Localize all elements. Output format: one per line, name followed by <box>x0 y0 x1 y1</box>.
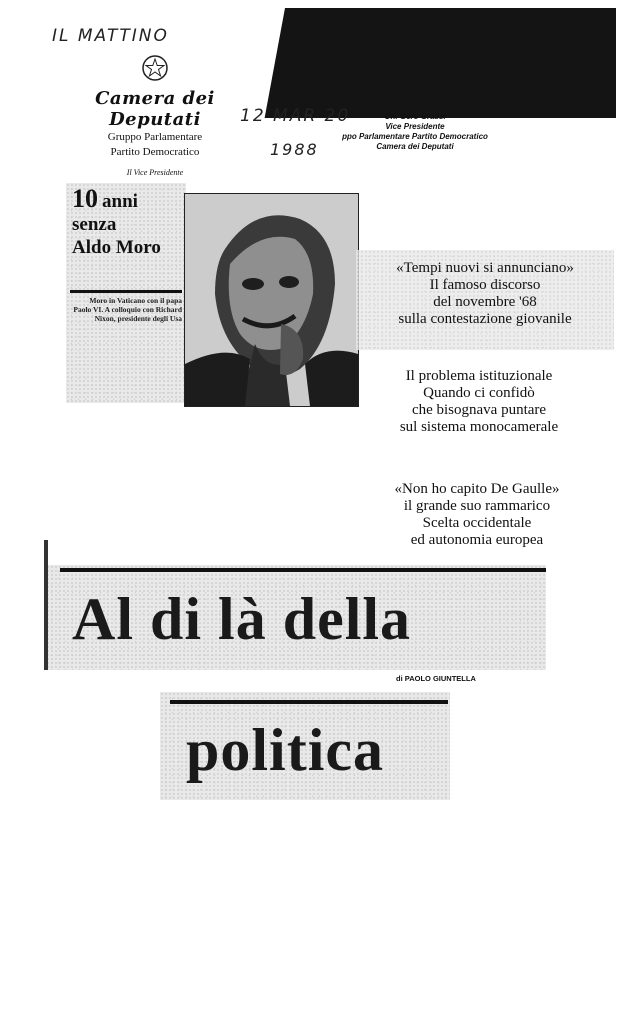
summary-1-line-3: del novembre '68 <box>433 294 537 310</box>
summary-3-line-2: il grande suo rammarico <box>403 498 551 514</box>
summary-3 <box>352 481 602 549</box>
headline-line-1: Al di là della <box>72 586 412 652</box>
headline-line-2: politica <box>186 717 384 783</box>
group-line-2: Partito Democratico <box>110 146 200 158</box>
group-line-1: Gruppo Parlamentare <box>107 131 203 143</box>
vp-group: ppo Parlamentare Partito Democratico <box>342 132 488 141</box>
kicker-number: 10 <box>72 184 98 213</box>
summary-3-line-3: Scelta occidentale <box>422 515 532 531</box>
headline-rule-middle <box>170 700 448 704</box>
handwritten-date: 12 MAR 20 <box>240 106 351 126</box>
kicker-rule <box>70 290 182 293</box>
summary-2-line-1: Il problema istituzionale <box>405 368 553 384</box>
summary-1-line-4: sulla contestazione giovanile <box>398 311 572 327</box>
vp-name: On. Gero Grassi <box>384 112 446 121</box>
kicker-word-aldo-moro: Aldo Moro <box>72 237 161 258</box>
aldo-moro-photo <box>184 193 359 407</box>
institution-name: Camera dei Deputati <box>95 88 215 130</box>
handwritten-newspaper-name: IL MATTINO <box>52 26 169 46</box>
summary-1-line-1: «Tempi nuovi si annunciano» <box>396 260 574 276</box>
byline: di PAOLO GIUNTELLA <box>396 674 476 683</box>
headline-rule-top <box>60 568 546 572</box>
kicker-word-anni: anni <box>102 191 138 212</box>
summary-3-line-1: «Non ho capito De Gaulle» <box>394 481 560 497</box>
emblem-icon <box>140 52 170 84</box>
kicker-headline <box>72 184 184 260</box>
vice-president-stamp <box>330 112 500 152</box>
summary-2-line-3: che bisognava puntare <box>411 402 547 418</box>
summary-1-line-2: Il famoso discorso <box>429 277 541 293</box>
letterhead-stamp <box>60 52 250 177</box>
vp-chamber: Camera dei Deputati <box>376 142 454 151</box>
summary-3-line-4: ed autonomia europea <box>410 532 544 548</box>
photo-caption: Moro in Vaticano con il papa Paolo VI. A colloquio con Richard Nixon, presidente degli Usa <box>73 296 182 323</box>
vp-title: Vice Presidente <box>385 122 445 131</box>
handwritten-year: 1988 <box>270 140 319 159</box>
kicker-word-senza: senza <box>72 214 117 235</box>
vice-president-role: Il Vice Presidente <box>126 168 184 177</box>
summary-2-line-2: Quando ci confidò <box>423 385 535 401</box>
summary-1 <box>360 260 610 328</box>
summary-2-line-4: sul sistema monocamerale <box>399 419 559 435</box>
headline-box-1-edge <box>44 540 48 670</box>
summary-2 <box>354 368 604 436</box>
